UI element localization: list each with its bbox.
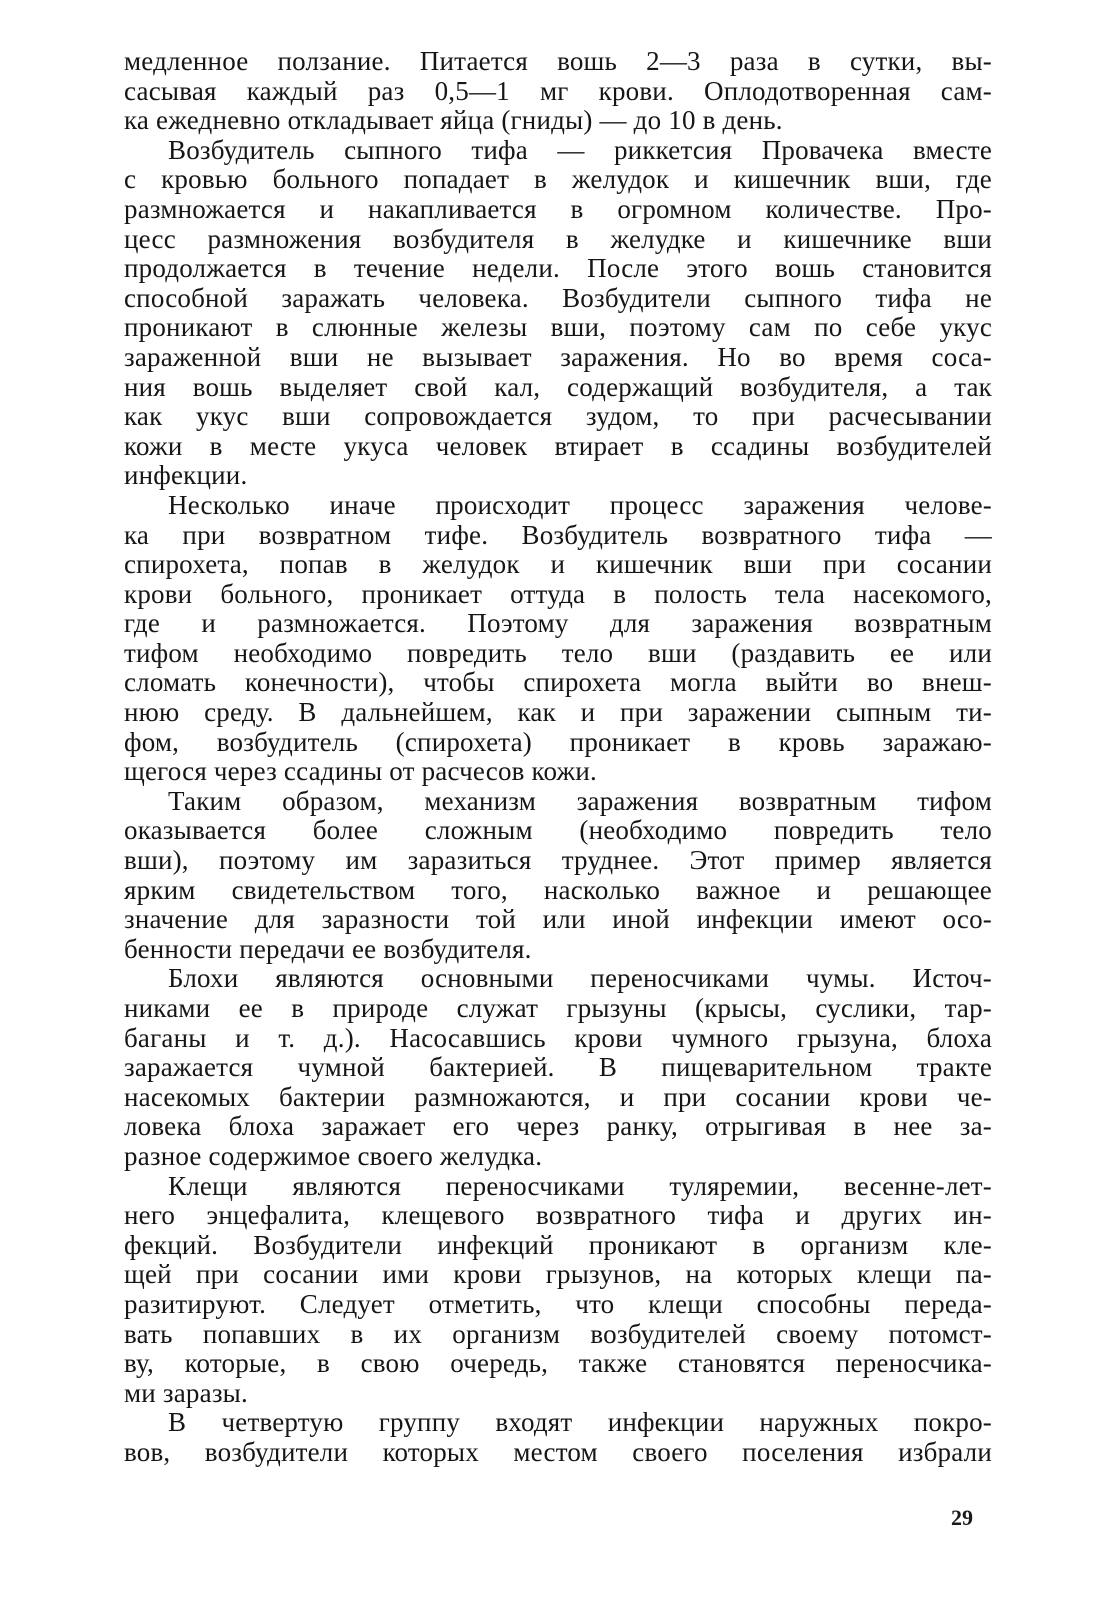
text-line: фекций. Возбудители инфекций проникают в организм кле- bbox=[124, 1229, 992, 1260]
paragraph-start-line: Блохи являются основными переносчиками чумы. Источ- bbox=[168, 963, 992, 994]
text-line: инфекции. bbox=[124, 460, 248, 491]
paragraph-start-line: В четвертую группу входят инфекции наружных покро- bbox=[168, 1407, 992, 1438]
paragraph-start-line: Клещи являются переносчиками туляремии, весенне-лет- bbox=[168, 1170, 992, 1201]
text-line: ния вошь выделяет свой кал, содержащий возбудителя, а так bbox=[124, 371, 992, 402]
text-line: баганы и т. д.). Насосавшись крови чумного грызуна, блоха bbox=[124, 1022, 992, 1053]
text-line: цесс размножения возбудителя в желудке и кишечнике вши bbox=[124, 223, 992, 254]
text-line: ми заразы. bbox=[124, 1377, 248, 1408]
text-line: щегося через ссадины от расчесов кожи. bbox=[124, 756, 597, 787]
text-line: тифом необходимо повредить тело вши (раздавить ее или bbox=[124, 637, 992, 668]
text-line: с кровью больного попадает в желудок и кишечник вши, где bbox=[124, 164, 992, 195]
body-text bbox=[124, 47, 992, 1468]
text-line: спирохета, попав в желудок и кишечник вши при сосании bbox=[124, 549, 992, 580]
text-line: сломать конечности), чтобы спирохета могла выйти во внеш- bbox=[124, 667, 992, 698]
text-line: зараженной вши не вызывает заражения. Но во время соса- bbox=[124, 341, 992, 372]
text-line: разитируют. Следует отметить, что клещи способны переда- bbox=[124, 1288, 992, 1319]
text-line: вов, возбудители которых местом своего поселения избрали bbox=[124, 1436, 992, 1467]
text-line: фом, возбудитель (спирохета) проникает в кровь заражаю- bbox=[124, 726, 992, 757]
text-line: бенности передачи ее возбудителя. bbox=[124, 933, 532, 964]
text-line: проникают в слюнные железы вши, поэтому сам по себе укус bbox=[124, 312, 992, 343]
text-line: как укус вши сопровождается зудом, то при расчесывании bbox=[124, 401, 992, 432]
text-line: него энцефалита, клещевого возвратного тифа и других ин- bbox=[124, 1200, 992, 1231]
text-line: нюю среду. В дальнейшем, как и при заражении сыпным ти- bbox=[124, 697, 992, 728]
text-line: ярким свидетельством того, насколько важное и решающее bbox=[124, 874, 992, 905]
text-line: оказывается более сложным (необходимо повредить тело bbox=[124, 815, 992, 846]
text-line: значение для заразности той или иной инфекции имеют осо- bbox=[124, 904, 992, 935]
text-line: крови больного, проникает оттуда в полость тела насекомого, bbox=[124, 578, 992, 609]
paragraph-start-line: Таким образом, механизм заражения возвратным тифом bbox=[168, 785, 992, 816]
text-line: щей при сосании ими крови грызунов, на которых клещи па- bbox=[124, 1259, 992, 1290]
text-line: насекомых бактерии размножаются, и при сосании крови че- bbox=[124, 1081, 992, 1112]
text-line: ловека блоха заражает его через ранку, отрыгивая в нее за- bbox=[124, 1111, 992, 1142]
text-line: сасывая каждый раз 0,5—1 мг крови. Оплодотворенная сам- bbox=[124, 75, 992, 106]
text-line: где и размножается. Поэтому для заражения возвратным bbox=[124, 608, 992, 639]
text-line: ка ежедневно откладывает яйца (гниды) — до 10 в день. bbox=[124, 105, 783, 136]
text-line: медленное ползание. Питается вошь 2—3 раза в сутки, вы- bbox=[124, 46, 992, 76]
text-line: кожи в месте укуса человек втирает в ссадины возбудителей bbox=[124, 430, 992, 461]
page-number: 29 bbox=[951, 1505, 973, 1530]
text-line: никами ее в природе служат грызуны (крысы, суслики, тар- bbox=[124, 993, 992, 1023]
text-line: разное содержимое своего желудка. bbox=[124, 1140, 543, 1171]
text-line: вать попавших в их организм возбудителей своему потомст- bbox=[124, 1318, 992, 1349]
paragraph-start-line: Несколько иначе происходит процесс заражения челове- bbox=[168, 489, 992, 520]
text-line: вши), поэтому им заразиться труднее. Этот пример является bbox=[124, 845, 992, 876]
text-line: ву, которые, в свою очередь, также становятся переносчика- bbox=[124, 1348, 992, 1379]
text-line: способной заражать человека. Возбудители сыпного тифа не bbox=[124, 282, 992, 313]
paragraph-start-line: Возбудитель сыпного тифа — риккетсия Провачека вместе bbox=[168, 134, 992, 165]
text-line: ка при возвратном тифе. Возбудитель возвратного тифа — bbox=[124, 519, 992, 550]
text-line: продолжается в течение недели. После этого вошь становится bbox=[124, 253, 992, 284]
text-line: заражается чумной бактерией. В пищеварительном тракте bbox=[124, 1052, 992, 1083]
text-line: размножается и накапливается в огромном количестве. Про- bbox=[124, 193, 992, 224]
